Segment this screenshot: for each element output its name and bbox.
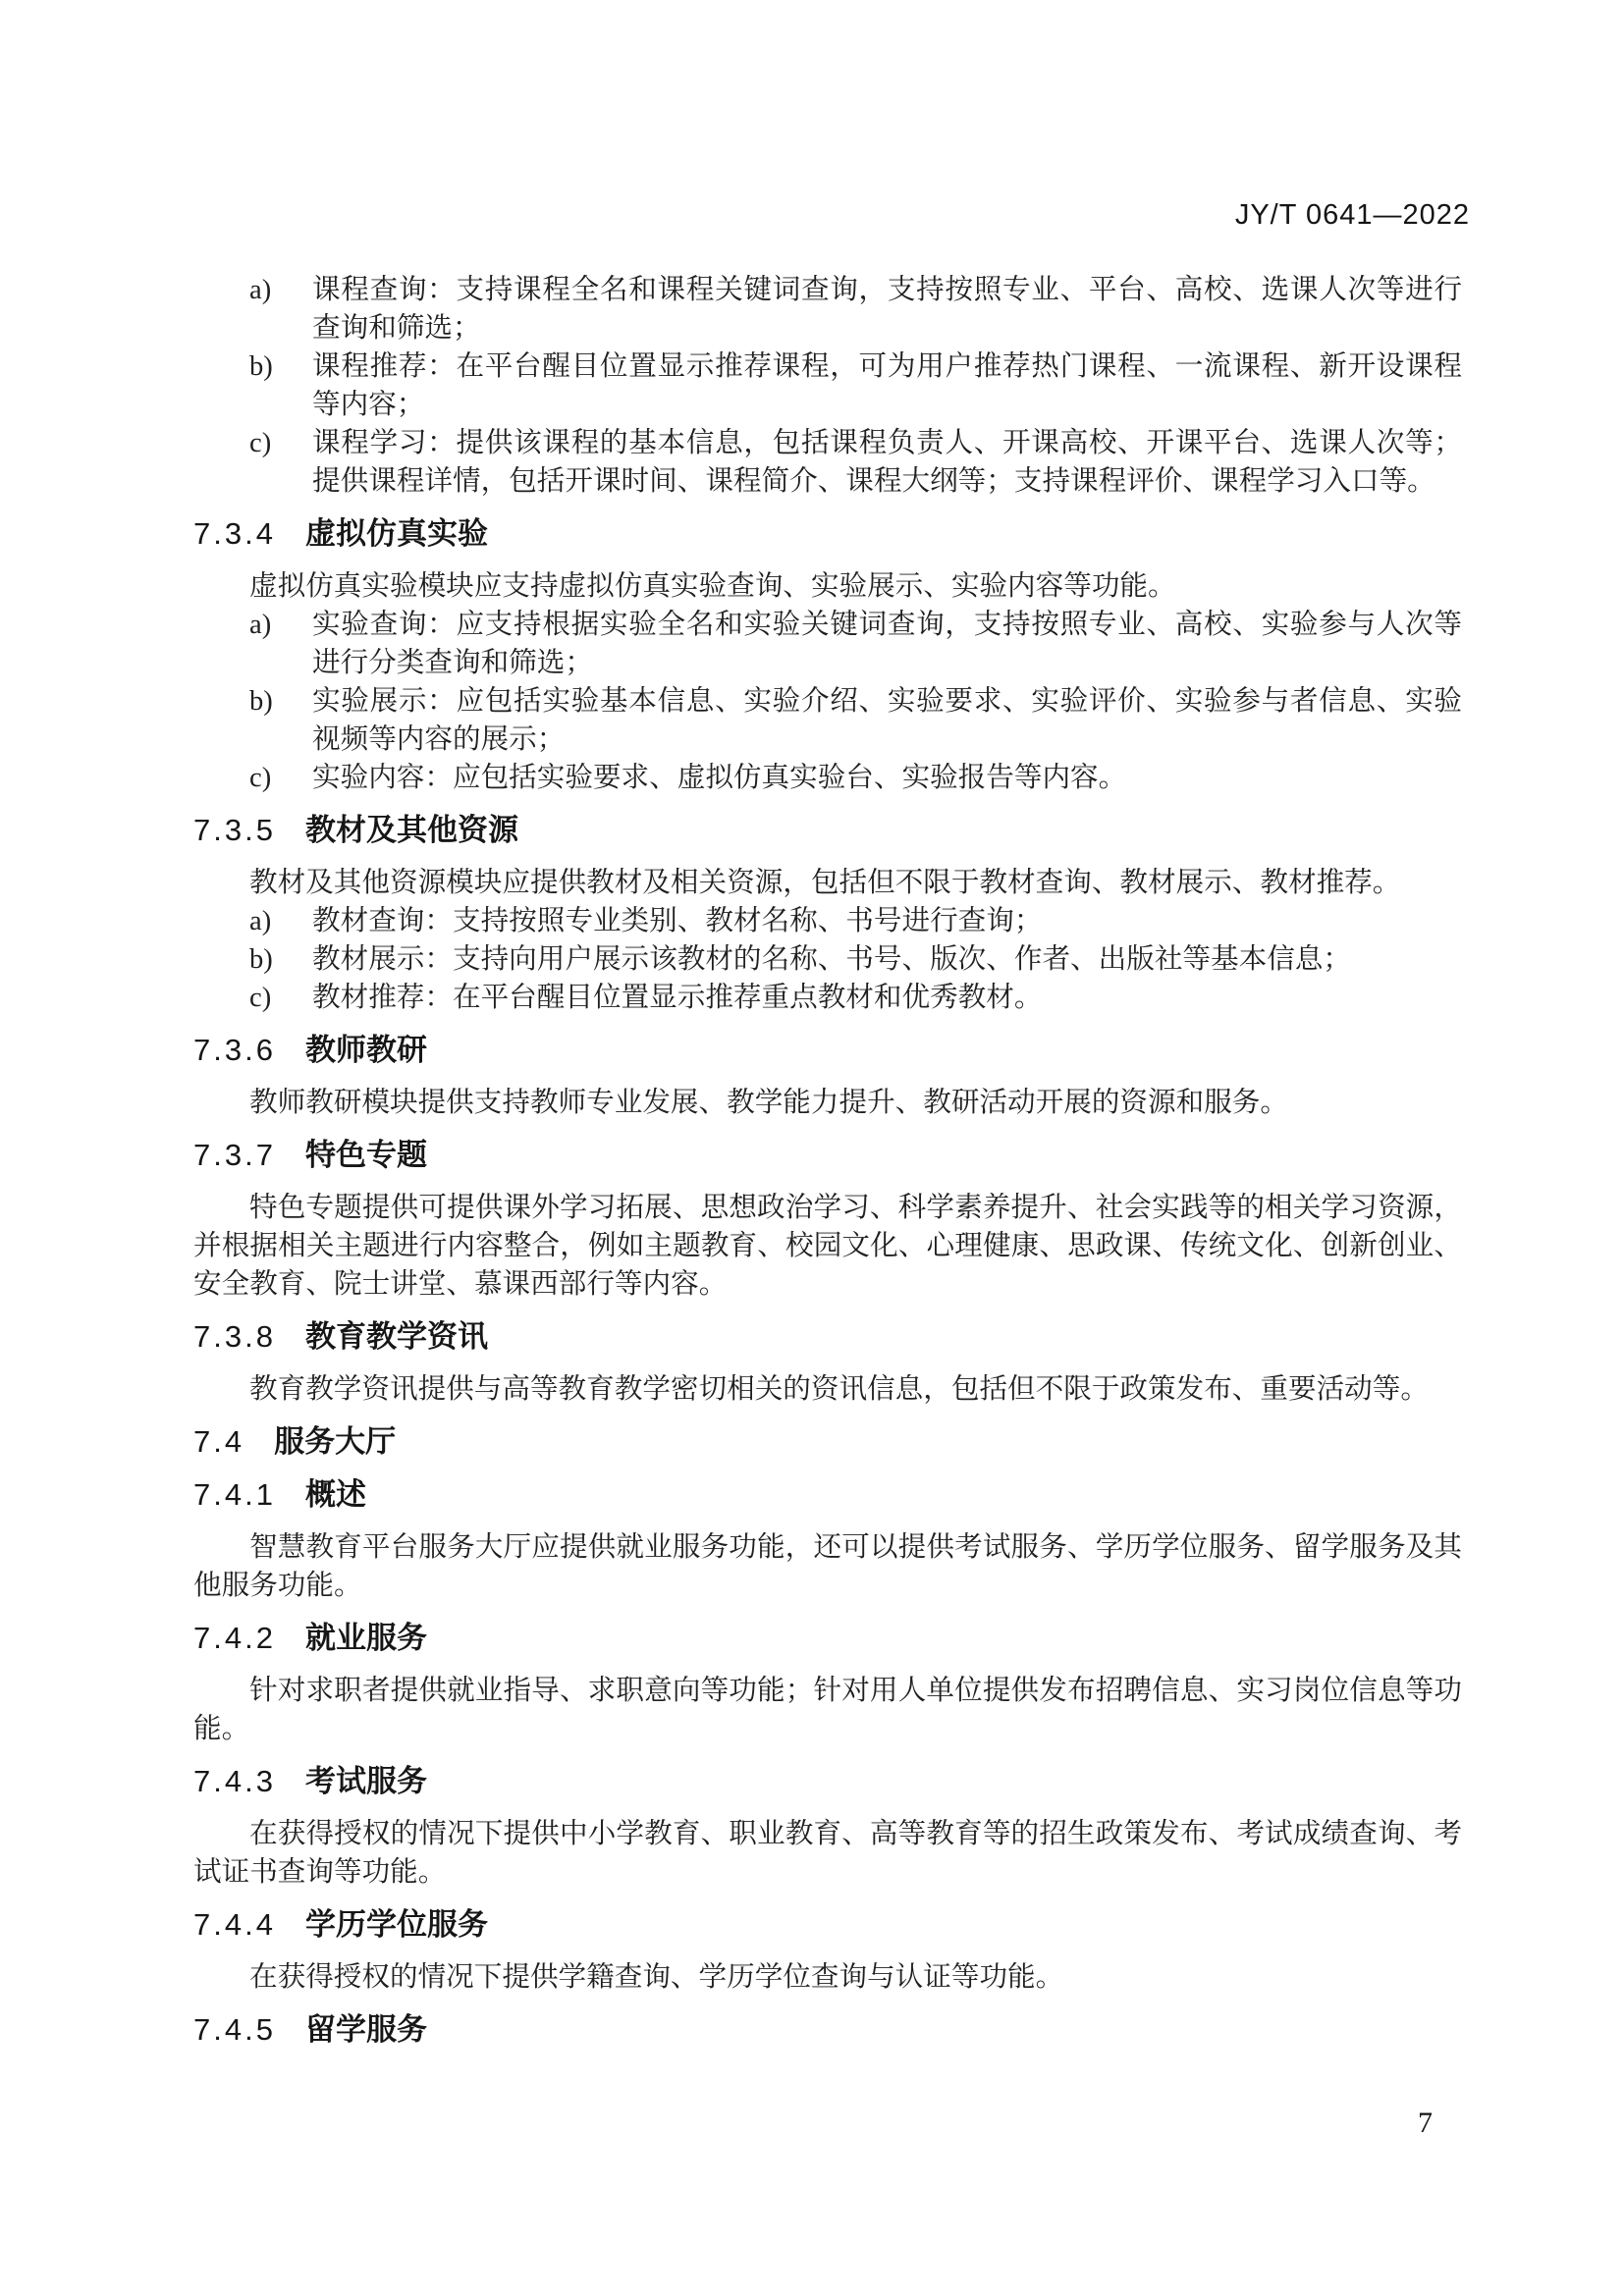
clause-number: 7.4: [193, 1424, 245, 1459]
list-item: [193, 902, 1462, 940]
list-item-label: c): [249, 428, 272, 458]
clause-title: 概述: [304, 1477, 366, 1512]
para-7-4-2: 针对求职者提供就业指导、求职意向等功能；针对用人单位提供发布招聘信息、实习岗位信息等功能。: [193, 1676, 1462, 1744]
page-header: [1235, 199, 1470, 231]
list-item: [193, 606, 1462, 682]
list-item-label: a): [249, 275, 272, 305]
clause-number: 7.4.3: [193, 1764, 276, 1798]
clause-title: 考试服务: [304, 1764, 427, 1798]
list-item: [193, 271, 1462, 347]
para-7-3-7: 特色专题提供可提供课外学习拓展、思想政治学习、科学素养提升、社会实践等的相关学习资源，并根据相关主题进行内容整合，例如主题教育、校园文化、心理健康、思政课、传统文化、创新创业、安全教育、院士讲堂、慕课西部行等内容。: [193, 1193, 1462, 1300]
heading-7-4: [193, 1422, 1462, 1462]
clause-number: 7.4.4: [193, 1907, 276, 1942]
list-item-label: b): [249, 686, 273, 717]
heading-7-3-5: [193, 811, 1462, 850]
para-7-4-1: 智慧教育平台服务大厅应提供就业服务功能，还可以提供考试服务、学历学位服务、留学服务及其他服务功能。: [193, 1532, 1462, 1601]
heading-7-4-4: [193, 1905, 1462, 1945]
clause-title: 教育教学资讯: [304, 1319, 488, 1354]
list-item: [193, 759, 1462, 797]
textbook-list: [193, 902, 1462, 1017]
clause-number: 7.3.4: [193, 516, 276, 551]
list-item: [193, 347, 1462, 424]
clause-number: 7.3.6: [193, 1033, 276, 1067]
list-item-text: 教材展示：支持向用户展示该教材的名称、书号、版次、作者、出版社等基本信息；: [312, 944, 1351, 975]
heading-7-3-4: [193, 514, 1462, 554]
list-item: [193, 940, 1462, 979]
virtual-lab-list: [193, 606, 1462, 797]
clause-number: 7.3.8: [193, 1319, 276, 1354]
clause-number: 7.3.5: [193, 813, 276, 847]
heading-7-4-1: [193, 1475, 1462, 1515]
heading-7-3-8: [193, 1317, 1462, 1357]
list-item: [193, 682, 1462, 759]
list-item-label: b): [249, 351, 273, 382]
list-item: [193, 424, 1462, 501]
para-7-4-3: 在获得授权的情况下提供中小学教育、职业教育、高等教育等的招生政策发布、考试成绩查询、考试证书查询等功能。: [193, 1819, 1462, 1888]
list-item-text: 课程推荐：在平台醒目位置显示推荐课程，可为用户推荐热门课程、一流课程、新开设课程等内容；: [312, 351, 1462, 420]
doc-code: JY/T 0641—2022: [1234, 199, 1470, 231]
list-item-label: a): [249, 610, 272, 640]
heading-7-4-5: [193, 2010, 1462, 2050]
list-item-text: 实验内容：应包括实验要求、虚拟仿真实验台、实验报告等内容。: [312, 763, 1127, 793]
list-item-text: 教材推荐：在平台醒目位置显示推荐重点教材和优秀教材。: [312, 983, 1043, 1013]
clause-title: 留学服务: [304, 2012, 427, 2047]
page-content: [193, 271, 1462, 2063]
list-item-text: 课程查询：支持课程全名和课程关键词查询，支持按照专业、平台、高校、选课人次等进行查询和筛选；: [312, 275, 1462, 344]
clause-title: 教师教研: [304, 1033, 427, 1067]
page-number: 7: [1418, 2107, 1433, 2139]
heading-7-4-3: [193, 1762, 1462, 1801]
list-item-text: 教材查询：支持按照专业类别、教材名称、书号进行查询；: [312, 906, 1043, 936]
para-7-3-8: 教育教学资讯提供与高等教育教学密切相关的资讯信息，包括但不限于政策发布、重要活动等。: [249, 1374, 1429, 1405]
list-item-text: 实验展示：应包括实验基本信息、实验介绍、实验要求、实验评价、实验参与者信息、实验视频等内容的展示；: [312, 686, 1462, 755]
clause-number: 7.4.1: [193, 1477, 276, 1512]
para-7-4-4: 在获得授权的情况下提供学籍查询、学历学位查询与认证等功能。: [249, 1962, 1064, 1993]
list-item-label: a): [249, 906, 272, 936]
para-7-3-5-intro: 教材及其他资源模块应提供教材及相关资源，包括但不限于教材查询、教材展示、教材推荐。: [249, 868, 1401, 898]
list-item: [193, 979, 1462, 1017]
para-7-3-4-intro: 虚拟仿真实验模块应支持虚拟仿真实验查询、实验展示、实验内容等功能。: [249, 571, 1176, 602]
heading-7-4-2: [193, 1619, 1462, 1658]
clause-number: 7.3.7: [193, 1138, 276, 1172]
list-item-text: 实验查询：应支持根据实验全名和实验关键词查询，支持按照专业、高校、实验参与人次等进行分类查询和筛选；: [312, 610, 1462, 678]
clause-number: 7.4.5: [193, 2012, 276, 2047]
course-feature-list: [193, 271, 1462, 501]
clause-title: 学历学位服务: [304, 1907, 488, 1942]
clause-title: 虚拟仿真实验: [304, 516, 488, 551]
list-item-text: 课程学习：提供该课程的基本信息，包括课程负责人、开课高校、开课平台、选课人次等；提供课程详情，包括开课时间、课程简介、课程大纲等；支持课程评价、课程学习入口等。: [312, 428, 1462, 497]
heading-7-3-6: [193, 1031, 1462, 1070]
clause-title: 教材及其他资源: [304, 813, 518, 847]
clause-title: 特色专题: [304, 1138, 427, 1172]
clause-title: 就业服务: [304, 1621, 427, 1655]
clause-number: 7.4.2: [193, 1621, 276, 1655]
clause-title: 服务大厅: [274, 1424, 397, 1459]
list-item-label: c): [249, 763, 272, 793]
list-item-label: c): [249, 983, 272, 1013]
list-item-label: b): [249, 944, 273, 975]
para-7-3-6: 教师教研模块提供支持教师专业发展、教学能力提升、教研活动开展的资源和服务。: [249, 1088, 1288, 1118]
heading-7-3-7: [193, 1136, 1462, 1175]
